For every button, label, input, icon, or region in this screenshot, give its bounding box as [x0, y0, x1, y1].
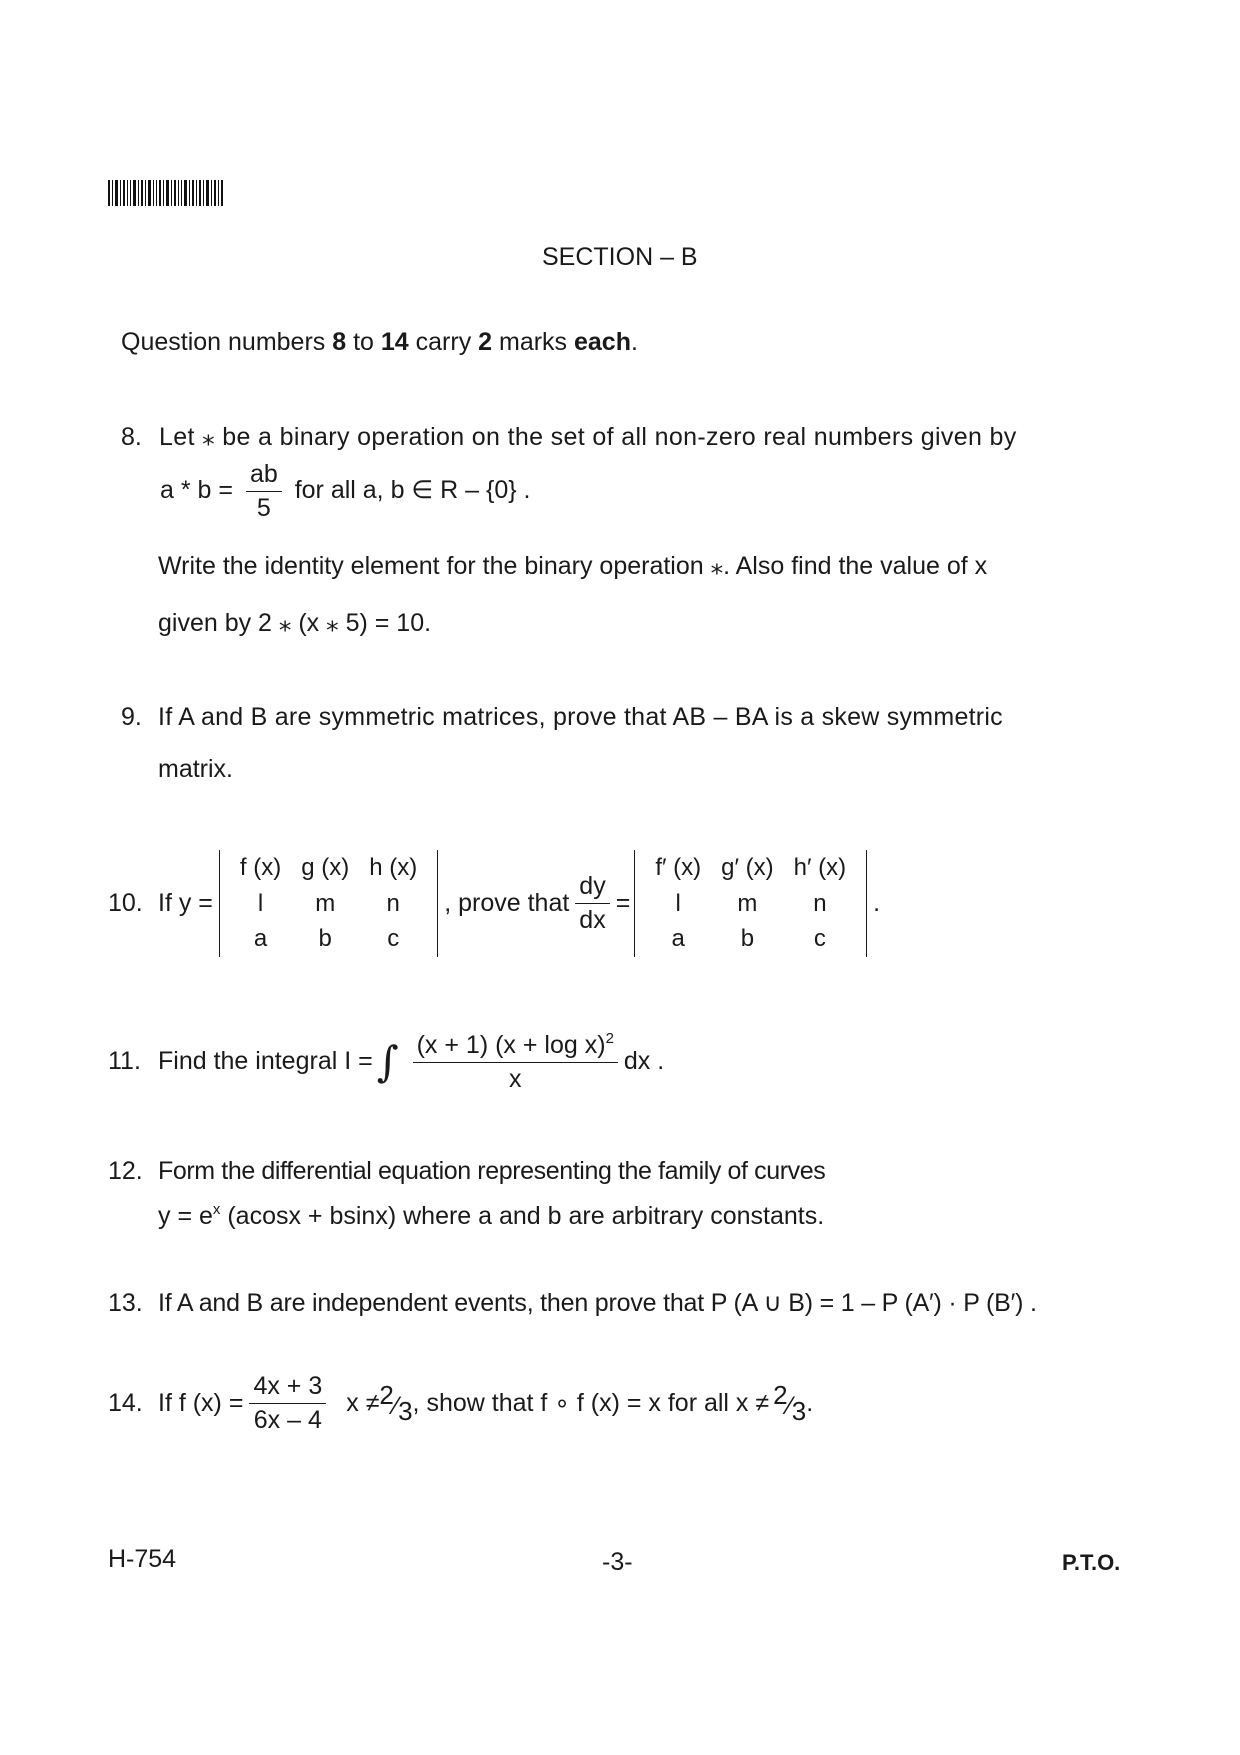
page-number: -3-	[602, 1548, 633, 1576]
q8-line4: given by 2 ⁎ (x ⁎ 5) = 10.	[158, 609, 432, 637]
question-11: 11. Find the integral I = ∫ $\frac{(x + 1) (x + \log x)^2}{x}$ dx .	[108, 1030, 665, 1093]
fraction-two-thirds: 2⁄3	[379, 1379, 413, 1426]
fraction-ab-over-5: $\frac{ab}{5}$	[246, 460, 282, 523]
q8-definition: a * b = $\frac{ab}{5}$ for all a, b ∈ R – {0} .	[160, 460, 531, 522]
pto: P.T.O.	[1062, 1550, 1121, 1575]
question-8: 8. Let ⁎ be a binary operation on the set of all non-zero real numbers given by	[121, 423, 1017, 451]
question-13: 13. If A and B are independent events, then prove that P (A ∪ B) = 1 – P (A′) · P (B′) .	[108, 1289, 1037, 1317]
section-title: SECTION – B	[542, 243, 698, 271]
determinant-y: f (x) g (x) h (x) l m n a b c	[219, 850, 438, 957]
question-number: 8.	[121, 423, 142, 451]
question-9: 9. If A and B are symmetric matrices, prove that AB – BA is a skew symmetric	[121, 703, 1003, 731]
barcode	[108, 180, 248, 206]
question-10: 10. If y = f (x) g (x) h (x) l m n a b c , prove that $\frac{dy}{dx}$ = f′ (x) g′ (x) h′ (x) l m n a b c .	[108, 850, 880, 957]
question-14: 14. If f (x) = $\frac{4x + 3}{6x - 4}$ x ≠ 2⁄3 , show that f ∘ f (x) = x for all x ≠ 2⁄3 .	[108, 1372, 814, 1434]
fraction-two-thirds: 2⁄3	[773, 1379, 807, 1426]
question-12: 12. Form the differential equation representing the family of curves	[108, 1157, 826, 1185]
q8-line3: Write the identity element for the binary operation ⁎. Also find the value of x	[158, 552, 988, 580]
fraction-f: $\frac{4x + 3}{6x - 4}$	[249, 1372, 326, 1435]
integrand-fraction: $\frac{(x + 1) (x + \log x)^2}{x}$	[413, 1030, 618, 1094]
q12-line2: $y = e^x$ (acosx + bsinx) where a and b are arbitrary constants.	[158, 1201, 825, 1230]
determinant-derivative: f′ (x) g′ (x) h′ (x) l m n a b c	[634, 850, 867, 957]
instruction: Question numbers 8 to 14 carry 2 marks each.	[121, 328, 638, 356]
paper-code: H-754	[108, 1545, 177, 1573]
q9-line2: matrix.	[158, 755, 233, 783]
fraction-dy-dx: $\frac{dy}{dx}$	[575, 872, 609, 935]
integral-sign: ∫	[376, 1037, 399, 1087]
